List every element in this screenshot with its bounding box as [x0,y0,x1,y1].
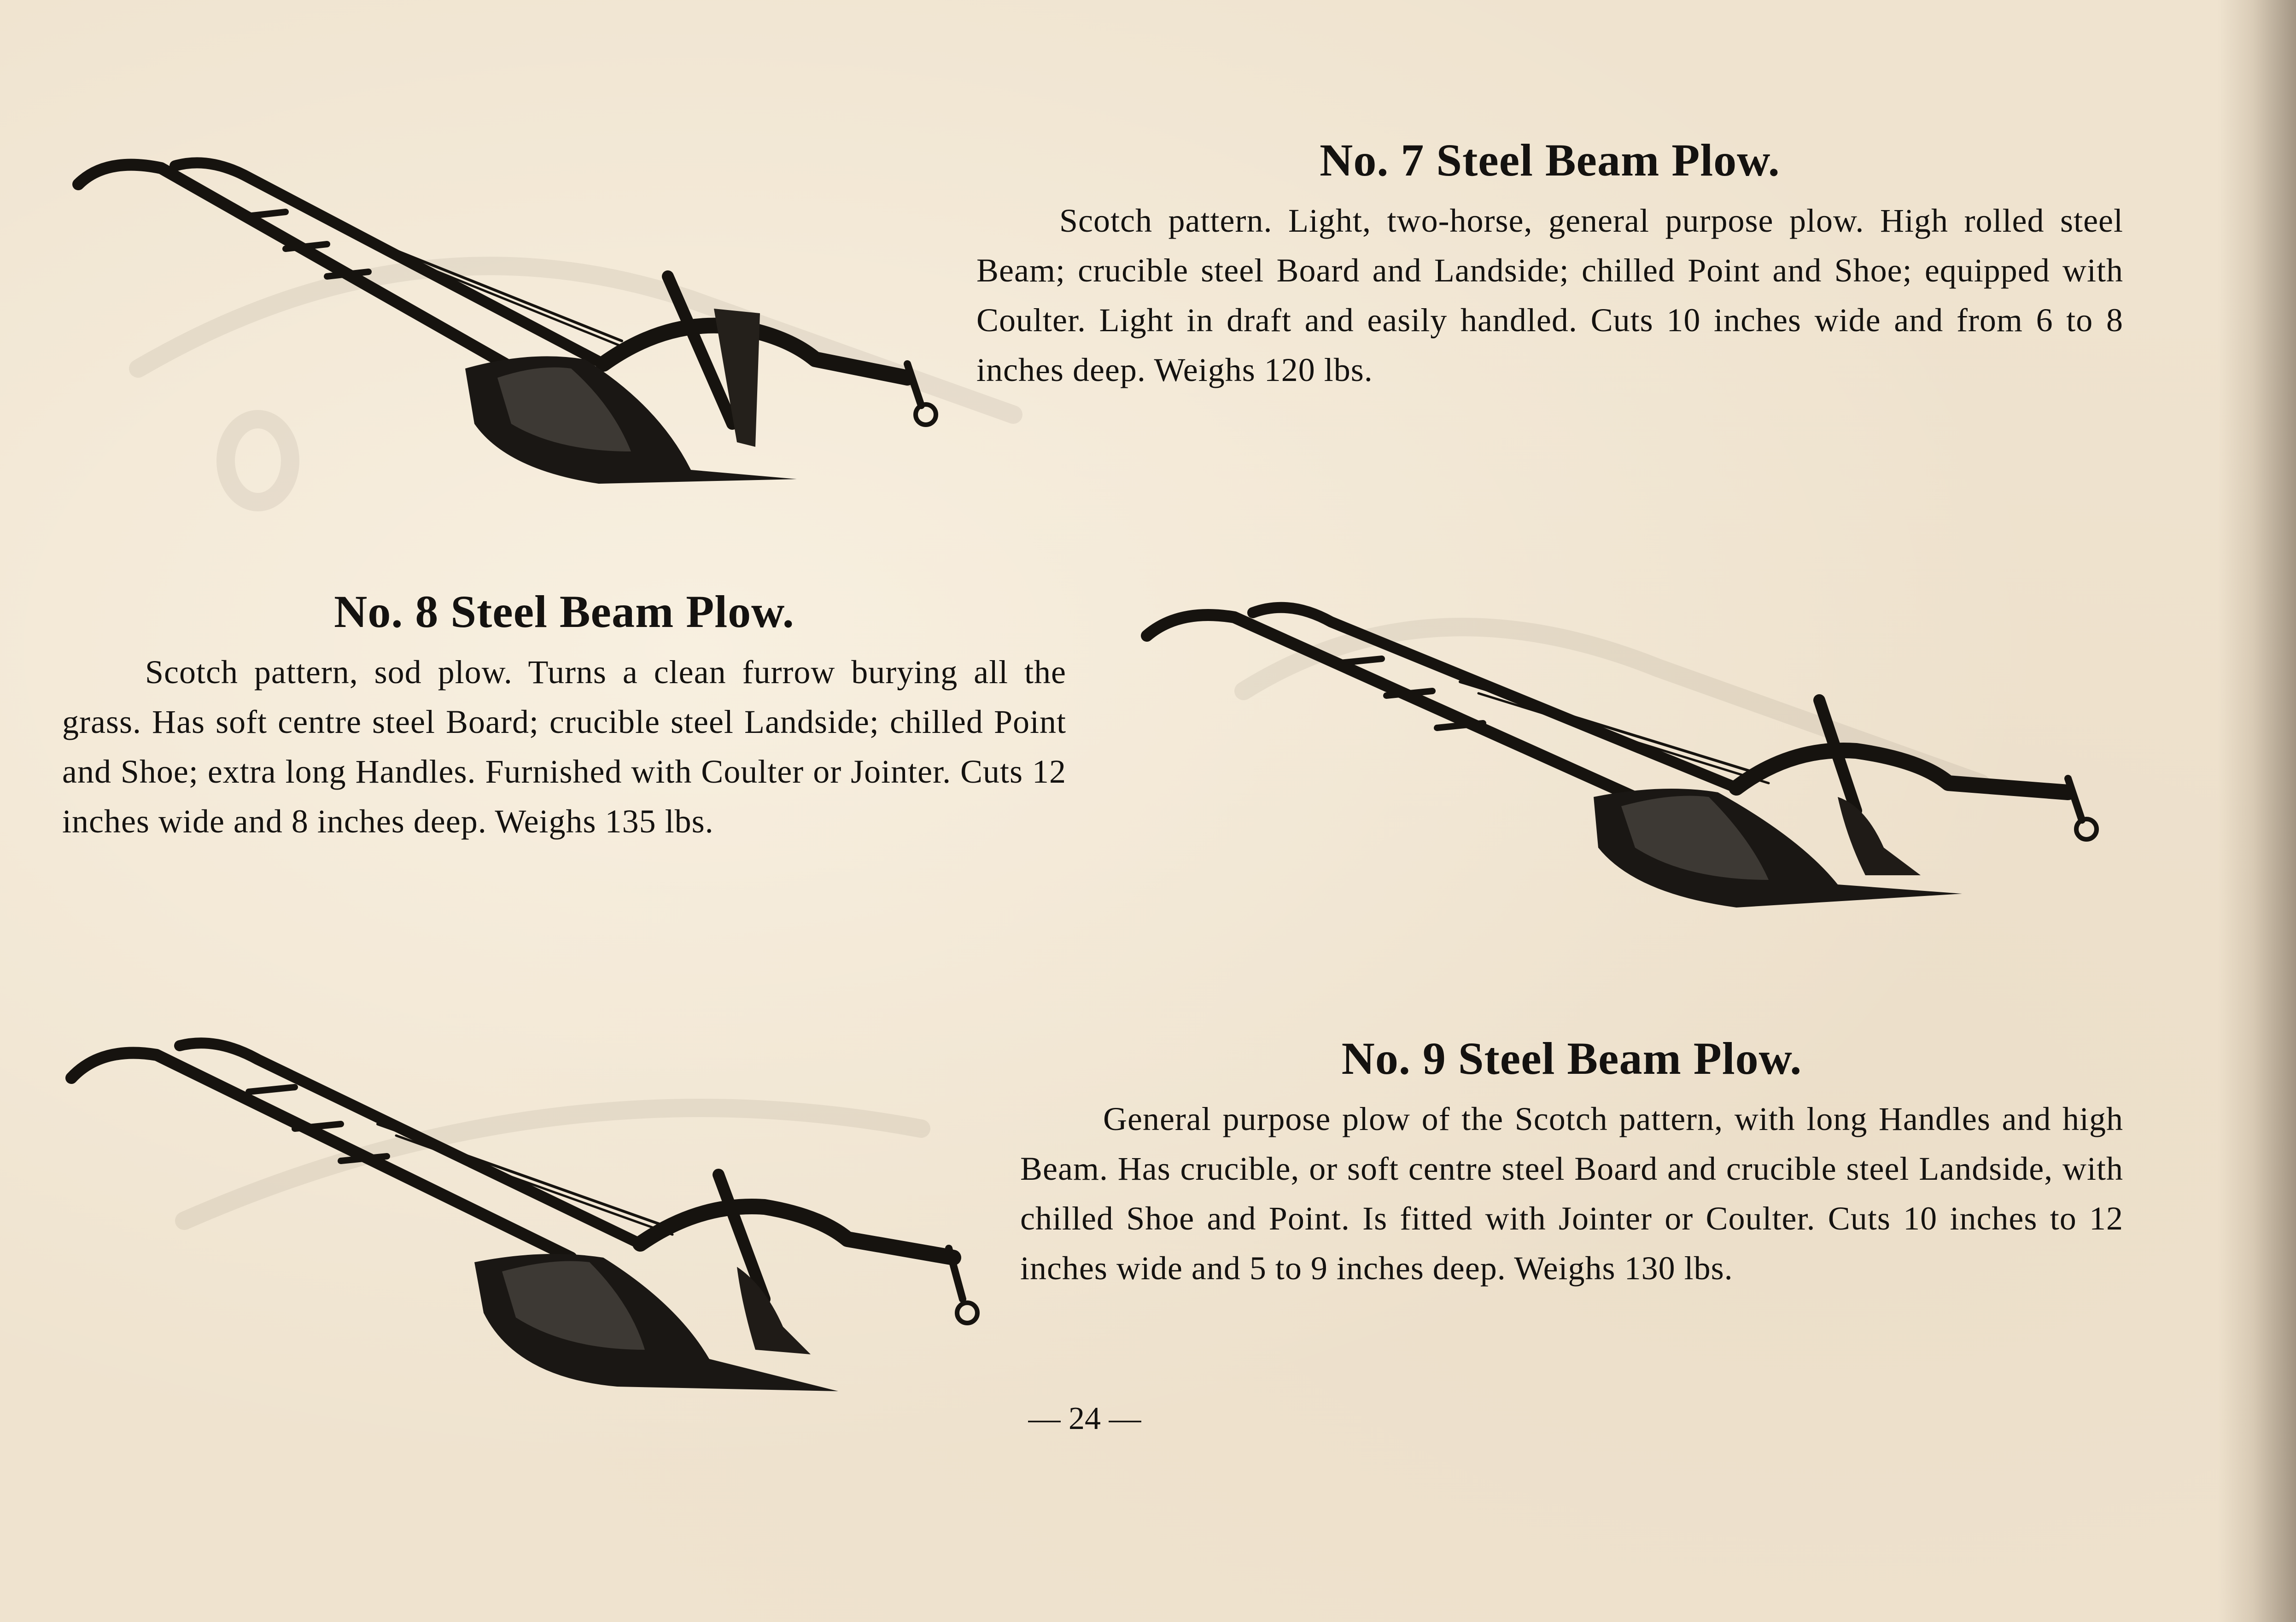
section-title: No. 9 Steel Beam Plow. [1341,1033,1802,1084]
section-title: No. 7 Steel Beam Plow. [1320,135,1780,186]
plow-illustration-no7 [69,147,958,488]
section-description: Scotch pattern. Light, two-horse, general purpose plow. High rolled steel Beam; crucible steel Board and Landside; chilled Point and Shoe; equipped with Coulter. Light in draft and easily handled. Cuts 10 inches wide and from 6 to 8 inches deep. Weighs 120 lbs. [976,202,2123,388]
section-no8 [62,585,1066,846]
section-title: No. 8 Steel Beam Plow. [334,586,795,637]
plow-illustration-no9 [1138,590,2128,921]
page-spine-shadow [2218,0,2296,1622]
section-no7 [976,134,2123,395]
section-no9 [1020,1032,2123,1293]
section-description: Scotch pattern, sod plow. Turns a clean furrow burying all the grass. Has soft centre steel Board; crucible steel Landside; chilled Point and Shoe; extra long Handles. Furnished with Coulter or Jointer. Cuts 12 inches wide and 8 inches deep. Weighs 135 lbs. [62,654,1066,840]
page-number: — 24 — [1028,1401,1141,1436]
plow-illustration-no8 [64,1027,986,1405]
section-description: General purpose plow of the Scotch pattern, with long Handles and high Beam. Has crucible, or soft centre steel Board and crucible steel Landside, with chilled Shoe and Point. Is fitted with Jointer or Coulter. Cuts 10 inches to 12 inches wide and 5 to 9 inches deep. Weighs 130 lbs. [1020,1101,2123,1287]
